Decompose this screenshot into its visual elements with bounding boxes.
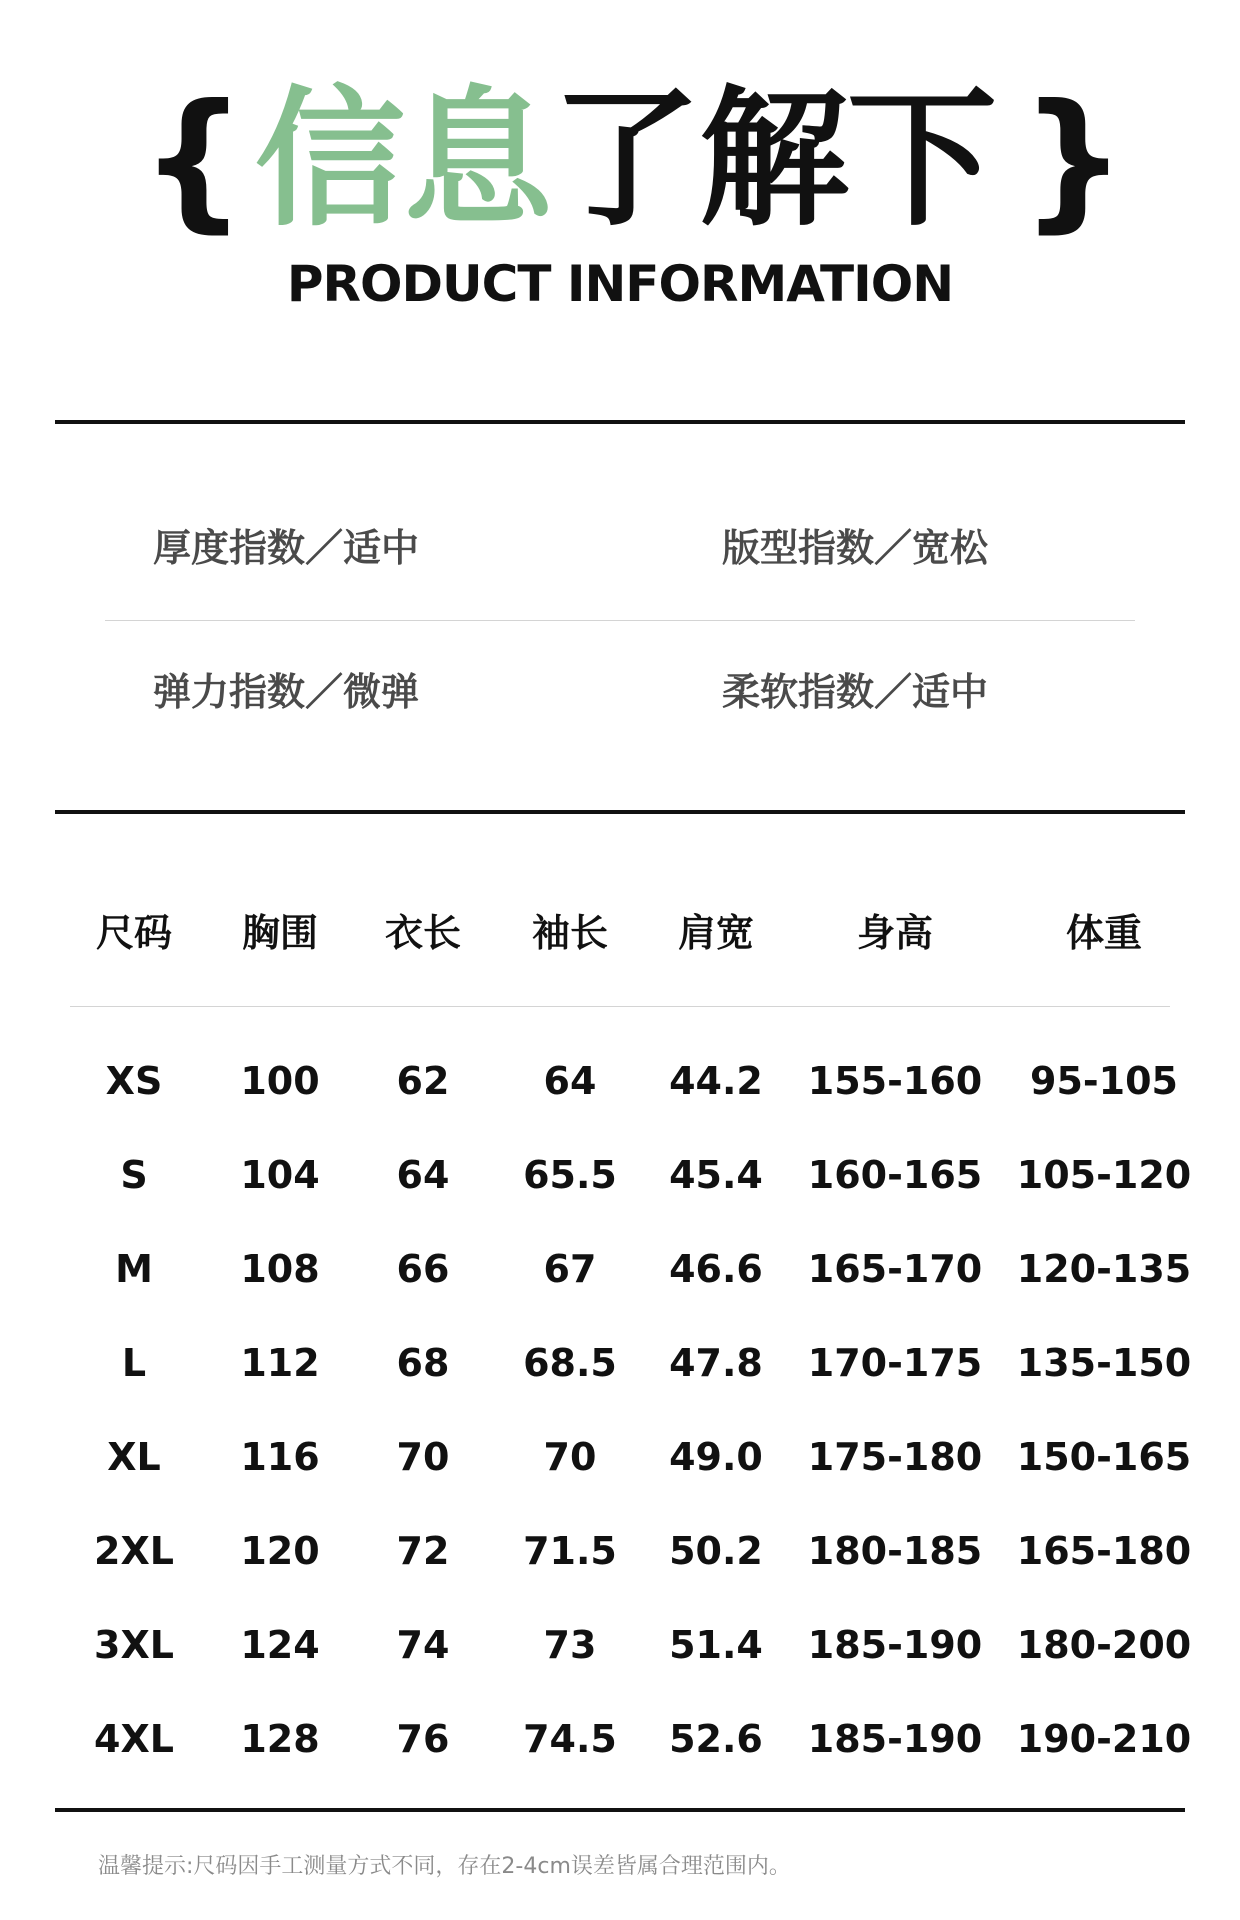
table-cell: 68 bbox=[396, 1341, 450, 1385]
table-cell: 108 bbox=[240, 1247, 320, 1291]
table-cell: 175-180 bbox=[807, 1435, 983, 1479]
table-cell: 95-105 bbox=[1030, 1059, 1178, 1103]
table-cell: 46.6 bbox=[669, 1247, 763, 1291]
table-cell: 72 bbox=[396, 1529, 450, 1573]
table-cell: 120 bbox=[240, 1529, 320, 1573]
table-cell: 135-150 bbox=[1016, 1341, 1192, 1385]
header-size: 尺码 bbox=[95, 911, 173, 955]
table-cell: 185-190 bbox=[807, 1623, 983, 1667]
attribute-thickness: 厚度指数／适中 bbox=[153, 526, 420, 570]
table-cell: 71.5 bbox=[523, 1529, 617, 1573]
table-cell: 105-120 bbox=[1016, 1153, 1192, 1197]
divider-top bbox=[55, 420, 1185, 424]
table-cell: 120-135 bbox=[1016, 1247, 1192, 1291]
header-chest: 胸围 bbox=[241, 911, 319, 955]
table-cell: 160-165 bbox=[807, 1153, 983, 1197]
table-cell: 50.2 bbox=[669, 1529, 763, 1573]
title-green-part: 信息 bbox=[255, 73, 552, 247]
table-cell: 74 bbox=[396, 1623, 450, 1667]
measurement-note: 温馨提示:尺码因手工测量方式不同，存在2-4cm误差皆属合理范围内。 bbox=[98, 1854, 791, 1879]
table-header-divider bbox=[70, 1006, 1170, 1007]
table-cell: 66 bbox=[396, 1247, 450, 1291]
table-cell: 124 bbox=[240, 1623, 320, 1667]
table-cell: 185-190 bbox=[807, 1717, 983, 1761]
table-cell: 67 bbox=[543, 1247, 597, 1291]
table-cell: 52.6 bbox=[669, 1717, 763, 1761]
page-subtitle: PRODUCT INFORMATION bbox=[286, 255, 954, 313]
table-cell: 70 bbox=[543, 1435, 597, 1479]
header-length: 衣长 bbox=[384, 911, 462, 955]
table-cell: 45.4 bbox=[669, 1153, 763, 1197]
table-cell: 112 bbox=[240, 1341, 320, 1385]
table-cell: 76 bbox=[396, 1717, 450, 1761]
attribute-elasticity: 弹力指数／微弹 bbox=[153, 670, 420, 714]
table-cell: 70 bbox=[396, 1435, 450, 1479]
table-cell: 165-180 bbox=[1016, 1529, 1192, 1573]
table-cell: 2XL bbox=[94, 1529, 174, 1573]
table-cell: 65.5 bbox=[523, 1153, 617, 1197]
table-cell: L bbox=[121, 1341, 147, 1385]
attribute-softness: 柔软指数／适中 bbox=[722, 670, 989, 714]
page-header bbox=[0, 73, 1240, 247]
attribute-divider bbox=[105, 620, 1135, 621]
table-cell: 150-165 bbox=[1016, 1435, 1192, 1479]
divider-bottom bbox=[55, 1808, 1185, 1812]
table-cell: XL bbox=[107, 1435, 161, 1479]
header-sleeve: 袖长 bbox=[531, 911, 609, 955]
table-cell: 4XL bbox=[94, 1717, 174, 1761]
table-cell: 64 bbox=[543, 1059, 597, 1103]
table-cell: 155-160 bbox=[807, 1059, 983, 1103]
table-cell: 180-185 bbox=[807, 1529, 983, 1573]
right-brace: } bbox=[1020, 73, 1127, 247]
table-cell: 104 bbox=[240, 1153, 320, 1197]
title-black-part: 了解下 bbox=[551, 73, 996, 247]
table-cell: 64 bbox=[396, 1153, 450, 1197]
page-title bbox=[255, 73, 996, 247]
table-cell: 128 bbox=[240, 1717, 320, 1761]
table-cell: 68.5 bbox=[523, 1341, 617, 1385]
table-cell: 180-200 bbox=[1016, 1623, 1192, 1667]
table-cell: 165-170 bbox=[807, 1247, 983, 1291]
table-cell: S bbox=[120, 1153, 148, 1197]
table-cell: XS bbox=[105, 1059, 163, 1103]
table-cell: M bbox=[115, 1247, 153, 1291]
table-cell: 49.0 bbox=[669, 1435, 763, 1479]
attribute-fit: 版型指数／宽松 bbox=[722, 526, 989, 570]
table-cell: 74.5 bbox=[523, 1717, 617, 1761]
table-cell: 73 bbox=[543, 1623, 597, 1667]
header-height: 身高 bbox=[856, 911, 934, 955]
header-shoulder: 肩宽 bbox=[677, 911, 755, 955]
table-cell: 116 bbox=[240, 1435, 320, 1479]
divider-middle bbox=[55, 810, 1185, 814]
table-cell: 3XL bbox=[94, 1623, 174, 1667]
table-cell: 100 bbox=[240, 1059, 320, 1103]
table-cell: 44.2 bbox=[669, 1059, 763, 1103]
table-cell: 170-175 bbox=[807, 1341, 983, 1385]
left-brace: { bbox=[140, 73, 247, 247]
table-cell: 47.8 bbox=[669, 1341, 763, 1385]
table-cell: 51.4 bbox=[669, 1623, 763, 1667]
table-cell: 190-210 bbox=[1016, 1717, 1192, 1761]
table-cell: 62 bbox=[396, 1059, 450, 1103]
header-weight: 体重 bbox=[1065, 911, 1143, 955]
